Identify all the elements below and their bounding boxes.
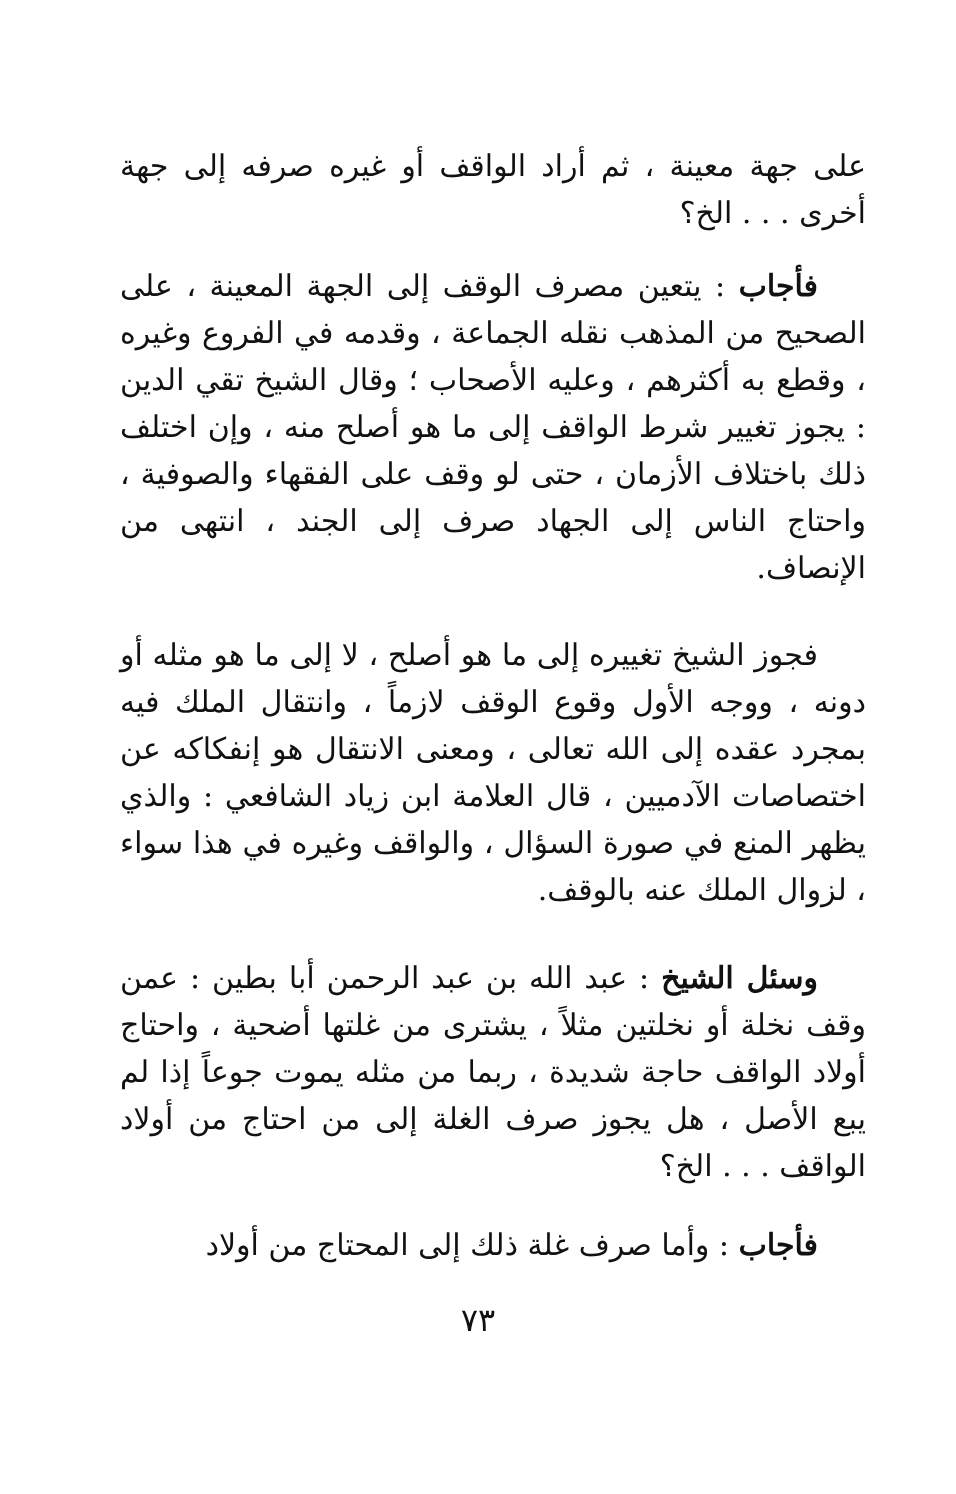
body-text-2 xyxy=(120,263,866,592)
body-text xyxy=(120,143,866,237)
paragraph-5-text: : وأما صرف غلة ذلك إلى المحتاج من أولاد xyxy=(205,1228,739,1263)
paragraph-4-lead: وسئل الشيخ xyxy=(661,961,818,996)
paragraph-5 xyxy=(120,1222,866,1269)
body-text-3 xyxy=(120,632,866,914)
paragraph-2-text: : يتعين مصرف الوقف إلى الجهة المعينة ، على الصحيح من المذهب نقله الجماعة ، وقدمه في الفروع وغيره ، وقطع به أكثرهم ، وعليه الأصحاب ؛ وقال الشيخ تقي الدين : يجوز تغيير شرط الواقف إلى ما هو أصلح منه ، وإن اختلف ذلك باختلاف الأزمان ، حتى لو وقف على الفقهاء والصوفية ، واحتاج الناس إلى الجهاد صرف إلى الجند ، انتهى من الإنصاف. xyxy=(120,269,866,586)
body-text-5 xyxy=(120,1222,866,1269)
page-number: ٧٣ xyxy=(460,1301,496,1339)
paragraph-1-text: على جهة معينة ، ثم أراد الواقف أو غيره صرفه إلى جهة أخرى . . . الخ؟ xyxy=(120,149,866,231)
paragraph-4 xyxy=(120,955,866,1190)
paragraph-4-text: : عبد الله بن عبد الرحمن أبا بطين : عمن وقف نخلة أو نخلتين مثلاً ، يشترى من غلتها أضحية ، واحتاج أولاد الواقف حاجة شديدة ، ربما من مثله يموت جوعاً إذا لم يبع الأصل ، هل يجوز صرف الغلة إلى من احتاج من أولاد الواقف . . . الخ؟ xyxy=(120,961,866,1184)
paragraph-1 xyxy=(120,143,866,237)
paragraph-2 xyxy=(120,263,866,592)
paragraph-3-text: فجوز الشيخ تغييره إلى ما هو أصلح ، لا إلى ما هو مثله أو دونه ، ووجه الأول وقوع الوقف لازماً ، وانتقال الملك فيه بمجرد عقده إلى الله تعالى ، ومعنى الانتقال هو إنفكاكه عن اختصاصات الآدميين ، قال العلامة ابن زياد الشافعي : والذي يظهر المنع في صورة السؤال ، والواقف وغيره في هذا سواء ، لزوال الملك عنه بالوقف. xyxy=(120,638,866,908)
body-text-4 xyxy=(120,955,866,1190)
paragraph-3 xyxy=(120,632,866,914)
paragraph-5-lead: فأجاب xyxy=(738,1228,818,1263)
paragraph-2-lead: فأجاب xyxy=(738,269,818,304)
